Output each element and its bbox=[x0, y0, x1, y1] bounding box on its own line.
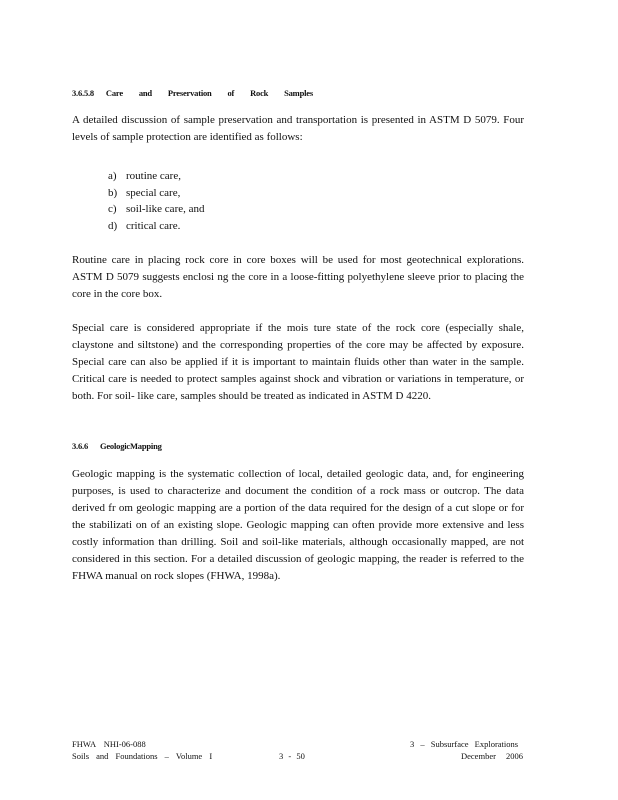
footer-chapter: 3 – Subsurface Explorations bbox=[410, 739, 519, 749]
list-marker: d) bbox=[108, 219, 118, 232]
section-title: Care and Preservation of Rock Samples bbox=[105, 88, 313, 98]
footer-date: December 2006 bbox=[461, 751, 524, 761]
list-item-text: soil-like care, and bbox=[126, 203, 205, 215]
footer-manual: Soils and Foundations – Volume I bbox=[72, 751, 213, 761]
section-number: 3.6.6 bbox=[72, 441, 89, 451]
protection-levels-list bbox=[108, 168, 205, 234]
list-item bbox=[108, 201, 205, 218]
list-item bbox=[108, 185, 205, 202]
list-marker: c) bbox=[108, 203, 117, 215]
list-item-text: special care, bbox=[126, 186, 181, 199]
section-heading-care-preservation bbox=[72, 88, 323, 98]
list-item bbox=[108, 218, 205, 235]
footer-publication: FHWA NHI-06-088 bbox=[72, 739, 146, 749]
paragraph-special-care: Special care is considered appropriate if the mois ture state of the rock core (especially shale, claystone and siltstone) and the corresponding properties of the core may be affected by exposure. Special care can also be applied if it is important to maintain fluids other than water in the sample. Critical care is needed to protect samples against shock and vibration or variations in temperature, or both. For soil- like care, samples should be treated as indicated in ASTM D 4220. bbox=[72, 322, 524, 402]
section-title: GeologicMapping bbox=[99, 441, 162, 451]
paragraph-sample-preservation: A detailed discussion of sample preservation and transportation is presented in ASTM D 5079. Four levels of sample protection are identified as follows: bbox=[72, 114, 524, 143]
list-marker: b) bbox=[108, 186, 118, 199]
section-heading-geologic-mapping bbox=[72, 441, 172, 451]
footer-page-number: 3 - 50 bbox=[279, 751, 305, 761]
section-number: 3.6.5.8 bbox=[72, 88, 94, 98]
list-item-text: critical care. bbox=[126, 219, 181, 232]
list-item bbox=[108, 168, 205, 185]
paragraph-routine-care: Routine care in placing rock core in core boxes will be used for most geotechnical explorations. ASTM D 5079 suggests enclosi ng the core in a loose-fitting polyethylene sleeve prior to placing the core in the core box. bbox=[72, 254, 524, 300]
list-marker: a) bbox=[108, 170, 117, 182]
list-item-text: routine care, bbox=[126, 170, 181, 182]
paragraph-geologic-mapping: Geologic mapping is the systematic collection of local, detailed geologic data, and, for engineering purposes, is used to characterize and document the condition of a rock mass or outcrop. The data derived fr om geologic mapping are a portion of the data required for the design of a cut slope or for the stabilizati on of an existing slope. Geologic mapping can often provide more extensive and less costly information than drilling. Soil and soil-like materials, although occasionally mapped, are not considered in this section. For a detailed discussion of geologic mapping, the reader is referred to the FHWA manual on rock slopes (FHWA, 1998a). bbox=[72, 468, 524, 582]
